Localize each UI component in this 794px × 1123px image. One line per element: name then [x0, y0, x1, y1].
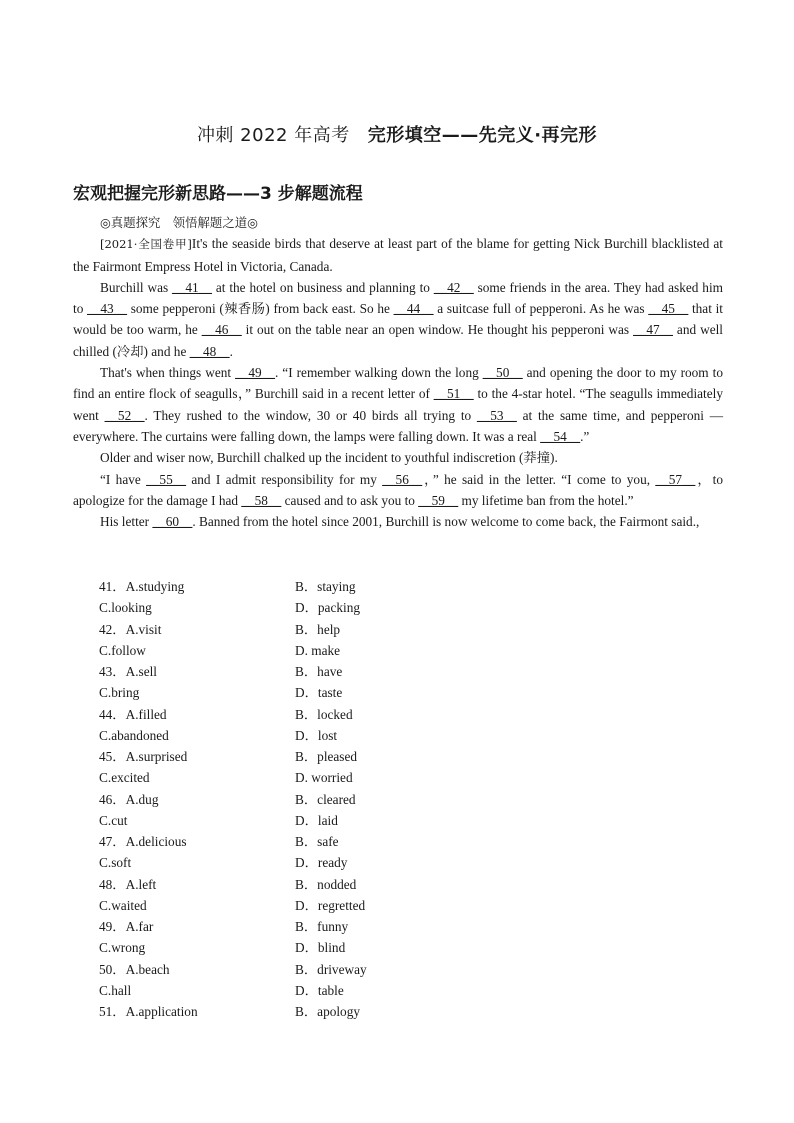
title-part-2: 完形填空——先完义·再完形 [367, 125, 598, 146]
option-left: 43．A.sell [99, 664, 157, 679]
option-left: C.wrong [99, 940, 146, 956]
option-right: D. worried [295, 770, 353, 786]
option-right: B．nodded [295, 876, 357, 892]
option-right: B．safe [295, 834, 339, 849]
paragraph-1: [2021·全国卷甲]It's the seaside birds that deserve at least part of the blame for getting Nick Burchill blacklisted at the Fairmont Empress Hotel in Victoria, Canada. [73, 236, 723, 274]
blank-43: __43__ [87, 301, 127, 317]
paragraph-4: Older and wiser now, Burchill chalked up the incident to youthful indiscretion (莽撞). [100, 450, 558, 466]
blank-56: __56__ [382, 471, 423, 487]
answer-options [99, 576, 519, 1022]
option-row [99, 916, 519, 937]
blank-47: __47__ [633, 322, 673, 338]
option-row [99, 789, 519, 810]
option-row [99, 704, 519, 725]
blank-46: __46__ [201, 322, 242, 338]
option-row [99, 1001, 519, 1022]
option-left: 41．A.studying [99, 579, 185, 594]
option-right: D. make [295, 642, 341, 658]
option-right: B．pleased [295, 749, 358, 764]
paragraph-5: “I have __55__ and I admit responsibility for my __56__，” he said in the letter. “I come to you, __57__，to apologize for the damage I had __58__ caused and to ask you to __59__ my lifetime ban from the hotel.” [73, 471, 723, 508]
blank-59: __59__ [418, 492, 459, 508]
blank-45: __45__ [648, 301, 689, 317]
option-left: 49．A.far [99, 919, 154, 934]
option-left: C.looking [99, 600, 152, 616]
option-row [99, 874, 519, 895]
option-right: B．help [295, 621, 341, 637]
option-left: C.waited [99, 897, 147, 913]
option-row [99, 661, 519, 682]
blank-57: __57__ [655, 471, 696, 487]
option-row [99, 725, 519, 746]
option-left: 44．A.filled [99, 706, 167, 722]
passage [73, 212, 723, 532]
option-right: B．apology [295, 1004, 361, 1019]
option-right: B．locked [295, 706, 353, 722]
option-left: 42．A.visit [99, 621, 162, 637]
option-left: C.follow [99, 642, 146, 658]
option-right: B．have [295, 664, 343, 679]
option-row [99, 682, 519, 703]
blank-52: __52__ [104, 407, 145, 423]
blank-54: __54__ [540, 428, 581, 444]
option-right: B．cleared [295, 791, 356, 807]
blank-41: __41__ [172, 279, 212, 295]
option-left: C.abandoned [99, 727, 169, 743]
option-left: C.cut [99, 812, 128, 828]
option-right: B．driveway [295, 961, 367, 977]
blank-53: __53__ [476, 407, 517, 423]
blank-50: __50__ [482, 365, 523, 381]
option-left: C.soft [99, 855, 132, 871]
paragraph-3: That's when things went __49__. “I remember walking down the long __50__ and opening the door to my room to find an entire flock of seagulls，” Burchill said in a recent letter of __51__ to the 4-star hotel. “The seagulls immediately went __52__. They rushed to the window, 30 or 40 birds all trying to __53__ at the same time, and pepperoni — everywhere. The curtains were falling down, the lamps were falling down. It was a real __54__.” [73, 365, 724, 444]
option-left: C.hall [99, 982, 132, 998]
option-row [99, 619, 519, 640]
option-right: B．funny [295, 919, 349, 934]
option-left: 48．A.left [99, 876, 157, 892]
option-row [99, 576, 519, 597]
title-part-1: 冲刺 2022 年高考 [196, 125, 350, 146]
option-left: 47．A.delicious [99, 834, 187, 849]
paragraph-6: His letter __60__. Banned from the hotel since 2001, Burchill is now welcome to come back, the Fairmont said., [100, 514, 700, 530]
option-right: D．laid [295, 812, 338, 828]
section-heading: 宏观把握完形新思路——3 步解题流程 [73, 184, 363, 204]
blank-55: __55__ [146, 471, 187, 487]
page-title [0, 121, 794, 147]
option-right: D．table [295, 982, 344, 998]
option-row [99, 959, 519, 980]
blank-48: __48__ [189, 343, 230, 359]
option-right: B．staying [295, 579, 356, 594]
option-row [99, 937, 519, 958]
option-row [99, 640, 519, 661]
option-left: C.excited [99, 770, 150, 786]
blank-49: __49__ [235, 365, 275, 381]
option-row [99, 746, 519, 767]
option-right: D．blind [295, 940, 346, 956]
option-right: D．lost [295, 727, 338, 743]
blank-51: __51__ [433, 386, 474, 402]
option-row [99, 895, 519, 916]
option-right: D．regretted [295, 897, 366, 913]
option-row [99, 810, 519, 831]
option-row [99, 767, 519, 788]
option-left: C.bring [99, 685, 140, 701]
blank-58: __58__ [241, 492, 282, 508]
option-left: 51．A.application [99, 1004, 198, 1019]
option-right: D．taste [295, 685, 343, 701]
paragraph-2: Burchill was __41__ at the hotel on business and planning to __42__ some friends in the area. They had asked him to __43__ some pepperoni (辣香肠) from back east. So he __44__ a suitcase full of pepperoni. As he was __45__ that it would be too warm, he __46__ it out on the table near an open window. He thought his pepperoni was __47__ and well chilled (冷却) and he __48__. [73, 279, 723, 359]
option-left: 50．A.beach [99, 961, 170, 977]
option-row [99, 980, 519, 1001]
blank-60: __60__ [152, 514, 193, 530]
option-left: 45．A.surprised [99, 749, 188, 764]
option-row [99, 831, 519, 852]
option-left: 46．A.dug [99, 791, 159, 807]
blank-42: __42__ [433, 279, 474, 295]
source-label: [2021·全国卷甲] [100, 237, 192, 252]
option-right: D．ready [295, 855, 348, 871]
option-row [99, 597, 519, 618]
option-right: D．packing [295, 600, 360, 616]
sub-heading: ◎真题探究 领悟解题之道◎ [100, 215, 258, 230]
option-row [99, 852, 519, 873]
blank-44: __44__ [393, 301, 434, 317]
